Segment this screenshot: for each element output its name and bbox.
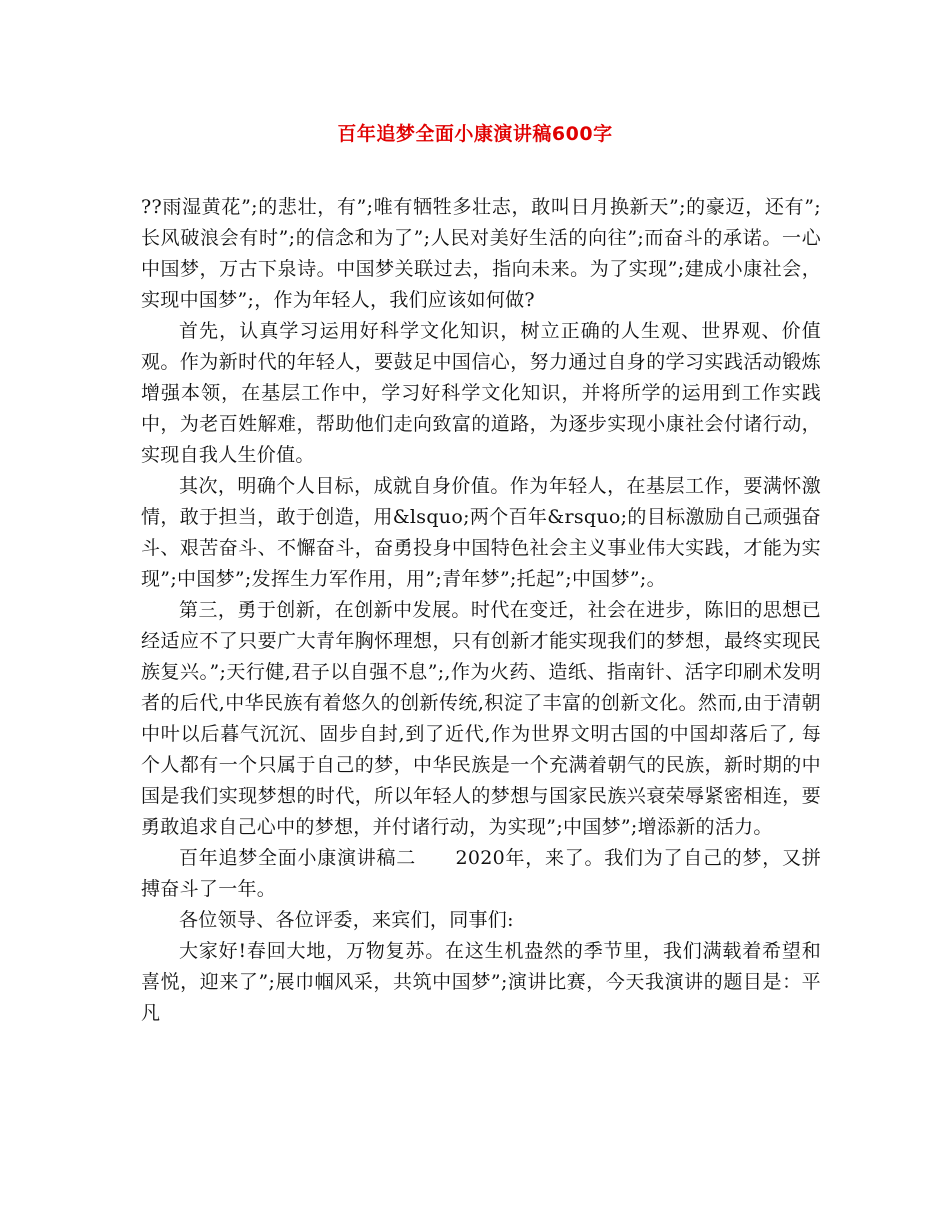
- paragraph-greeting: 各位领导、各位评委，来宾们，同事们:: [179, 909, 514, 931]
- document-body: [141, 192, 821, 1029]
- paragraph-second-point: 其次，明确个人目标，成就自身价值。作为年轻人，在基层工作，要满怀激情，敢于担当，敢于创造，用&lsquo;两个百年&rsquo;的目标激励自己顽强奋斗、艰苦奋斗、不懈奋斗，奋勇投身中国特色社会主义事业伟大实践，才能为实现”;中国梦”;发挥生力军作用，用”;青年梦”;托起”;中国梦”;。: [141, 475, 821, 590]
- paragraph-speech-two-heading: 百年追梦全面小康演讲稿二 2020年，来了。我们为了自己的梦，又拼搏奋斗了一年。: [141, 847, 821, 900]
- paragraph-first-point: 首先，认真学习运用好科学文化知识，树立正确的人生观、世界观、价值观。作为新时代的年轻人，要鼓足中国信心，努力通过自身的学习实践活动锻炼增强本领，在基层工作中，学习好科学文化知识，并将所学的运用到工作实践中，为老百姓解难，帮助他们走向致富的道路，为逐步实现小康社会付诸行动，实现自我人生价值。: [141, 320, 821, 466]
- paragraph-intro: ??雨湿黄花”;的悲壮，有”;唯有牺牲多壮志，敢叫日月换新天”;的豪迈，还有”;长风破浪会有时”;的信念和为了”;人民对美好生活的向往”;而奋斗的承诺。一心中国梦，万古下泉诗。中国梦关联过去，指向未来。为了实现”;建成小康社会，实现中国梦”;，作为年轻人，我们应该如何做?: [141, 196, 821, 311]
- document-title: 百年追梦全面小康演讲稿600字: [337, 123, 613, 145]
- paragraph-opening: 大家好!春回大地，万物复苏。在这生机盎然的季节里，我们满载着希望和喜悦，迎来了”;展巾帼风采，共筑中国梦”;演讲比赛，今天我演讲的题目是：平凡: [141, 940, 821, 1024]
- paragraph-third-point: 第三，勇于创新，在创新中发展。时代在变迁，社会在进步，陈旧的思想已经适应不了只要广大青年胸怀理想，只有创新才能实现我们的梦想，最终实现民族复兴。”;天行健,君子以自强不息”;,作为火药、造纸、指南针、活字印刷术发明者的后代,中华民族有着悠久的创新传统,积淀了丰富的创新文化。然而,由于清朝中叶以后暮气沉沉、固步自封,到了近代,作为世界文明古国的中国却落后了, 每个人都有一个只属于自己的梦，中华民族是一个充满着朝气的民族，新时期的中国是我们实现梦想的时代，所以年轻人的梦想与国家民族兴衰荣辱紧密相连，要勇敢追求自己心中的梦想，并付诸行动，为实现”;中国梦”;增添新的活力。: [141, 599, 821, 838]
